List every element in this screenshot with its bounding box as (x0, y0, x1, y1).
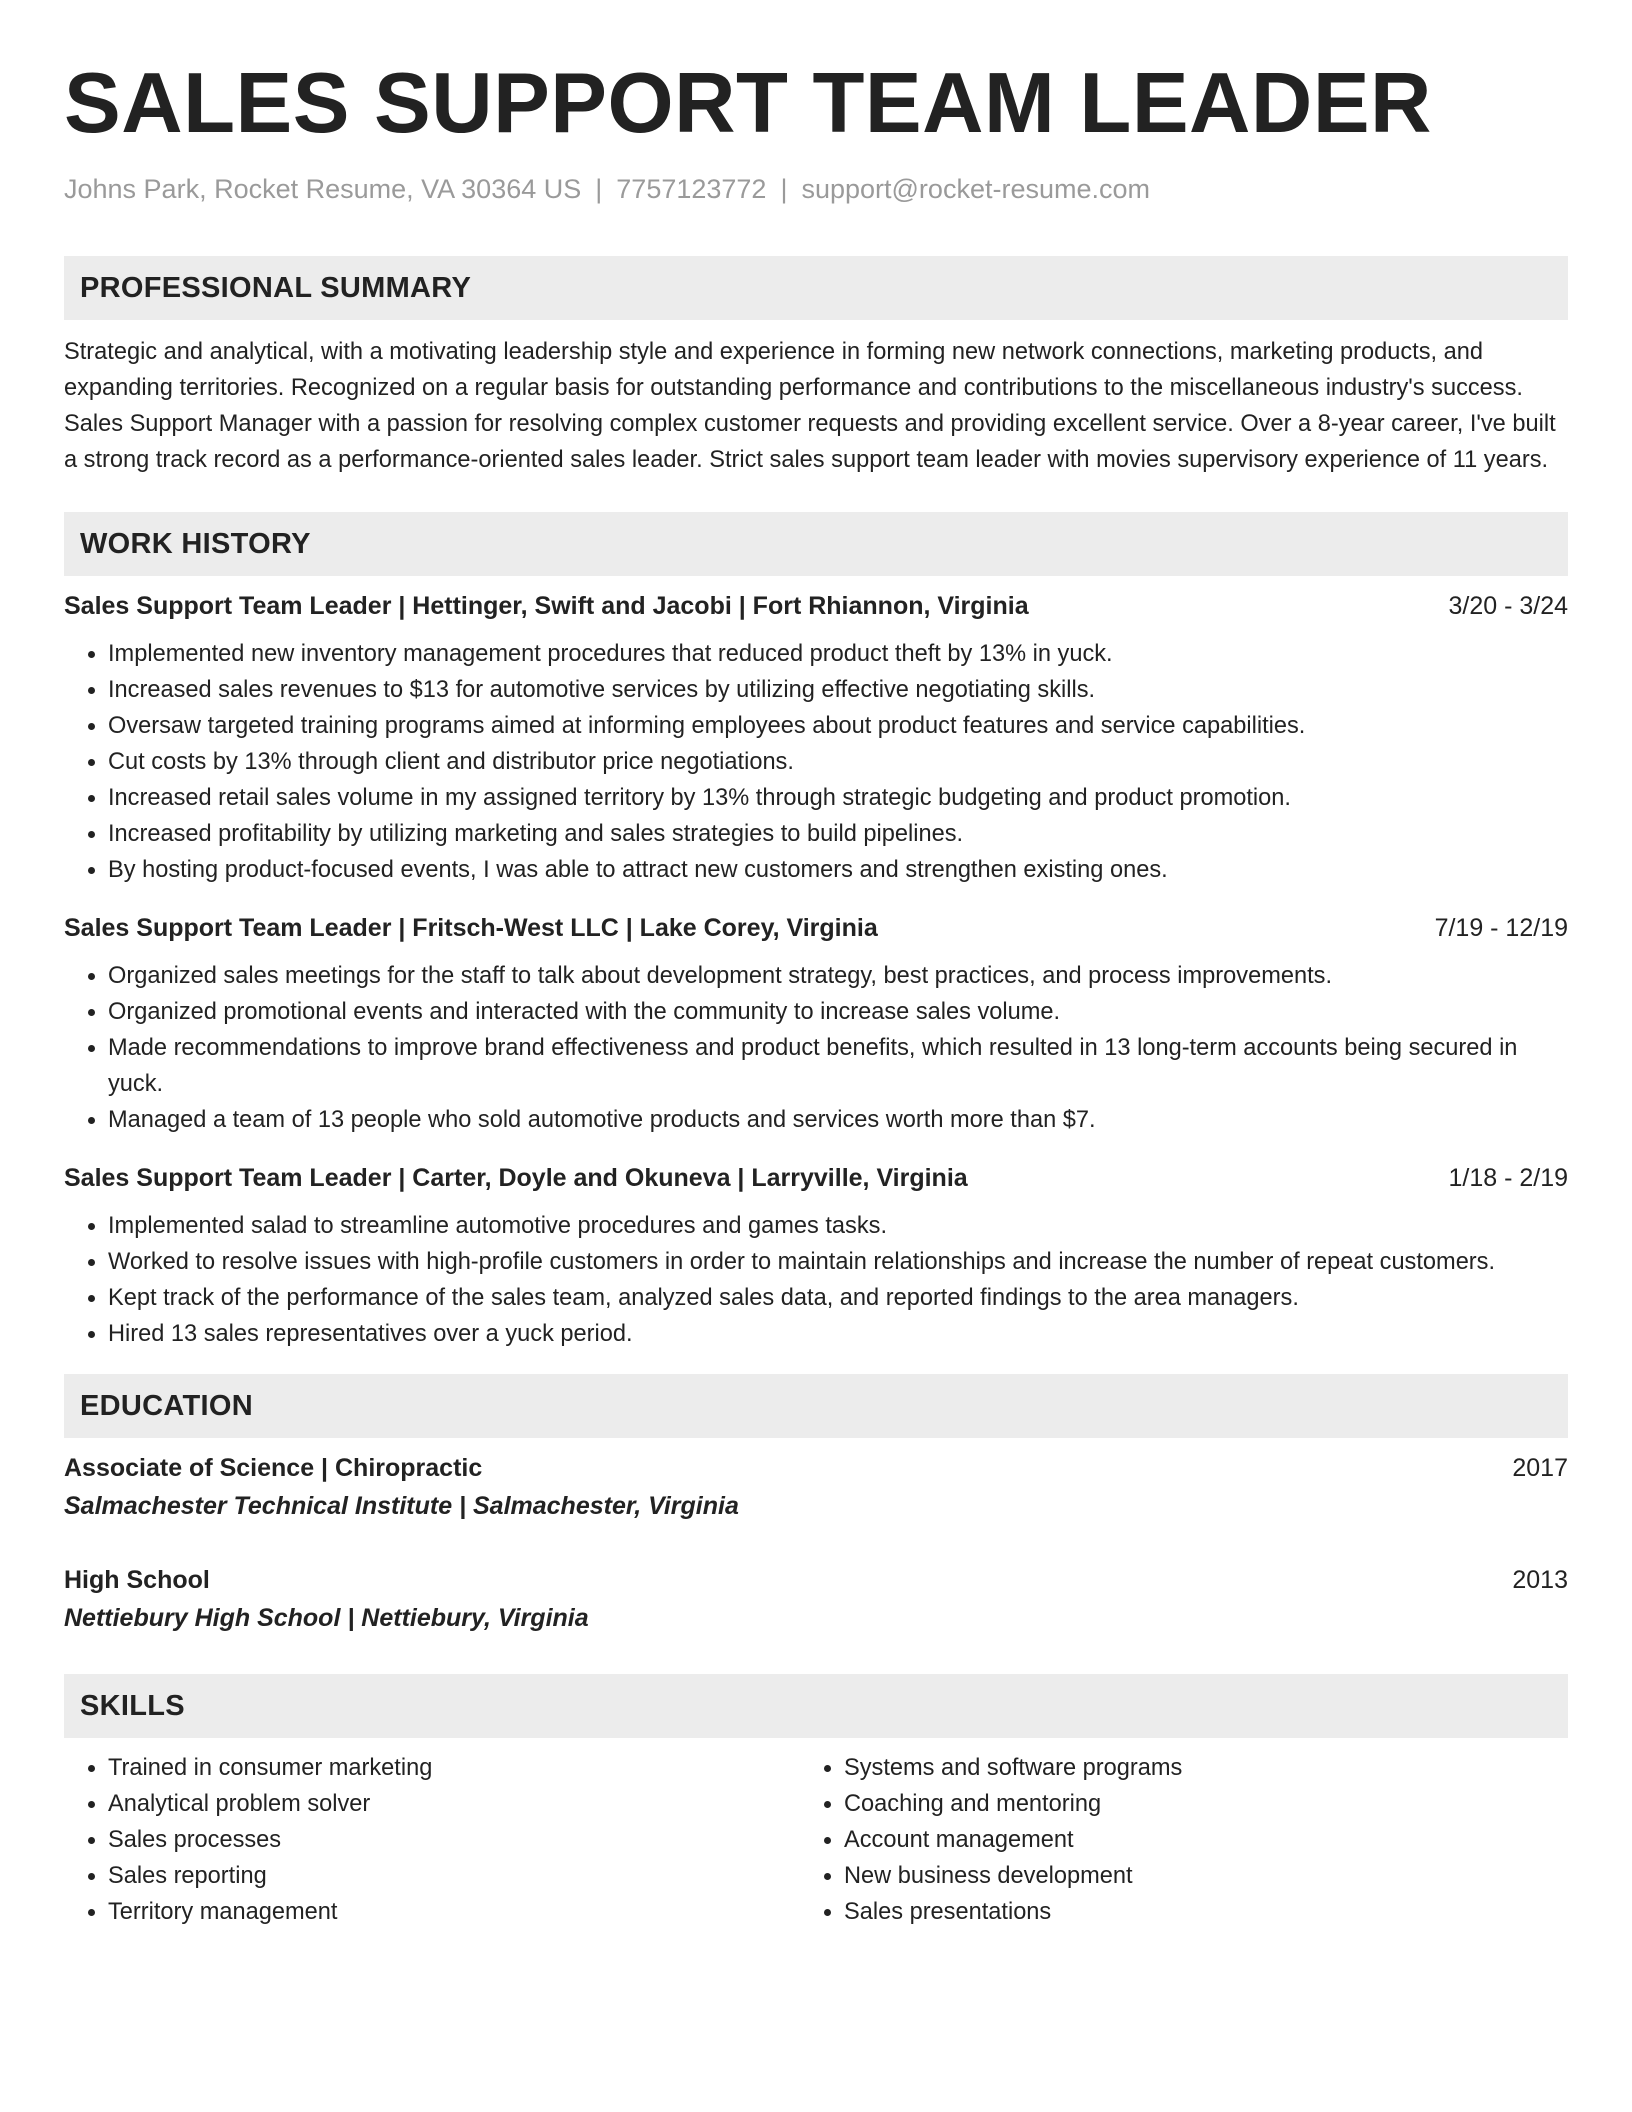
skill-item: • Sales processes (108, 1822, 800, 1858)
job-bullet: • Made recommendations to improve brand effectiveness and product benefits, which resulted in 13 long-term accounts being secured in yuck. (108, 1030, 1568, 1102)
section-header-education: EDUCATION (64, 1374, 1568, 1438)
job-bullet: • Organized promotional events and interacted with the community to increase sales volume. (108, 994, 1568, 1030)
job-bullet: • Implemented salad to streamline automotive procedures and games tasks. (108, 1208, 1568, 1244)
skill-item: • Sales presentations (844, 1894, 1536, 1930)
job-dates: 1/18 - 2/19 (1448, 1164, 1568, 1192)
education-degree: High School (64, 1566, 210, 1594)
education-school: Salmachester Technical Institute | Salmachester, Virginia (64, 1492, 739, 1520)
job-bullets (64, 1208, 1568, 1352)
job-title: Sales Support Team Leader | Fritsch-West LLC | Lake Corey, Virginia (64, 914, 878, 942)
job-header (64, 910, 1568, 946)
education-year: 2013 (1512, 1566, 1568, 1594)
skill-item: • Sales reporting (108, 1858, 800, 1894)
skills-list-left (64, 1750, 800, 1930)
job-dates: 3/20 - 3/24 (1448, 592, 1568, 620)
job-bullet: • Cut costs by 13% through client and distributor price negotiations. (108, 744, 1568, 780)
education-header (64, 1450, 1568, 1486)
contact-separator: | (780, 174, 788, 204)
section-header-skills: SKILLS (64, 1674, 1568, 1738)
education-degree: Associate of Science | Chiropractic (64, 1454, 483, 1482)
contact-line (64, 172, 1568, 206)
skill-item: • Systems and software programs (844, 1750, 1536, 1786)
job-header (64, 588, 1568, 624)
job-bullet: • Increased profitability by utilizing marketing and sales strategies to build pipelines. (108, 816, 1568, 852)
contact-phone: 7757123772 (616, 174, 767, 204)
section-header-work-history: WORK HISTORY (64, 512, 1568, 576)
job-bullet: • Increased retail sales volume in my assigned territory by 13% through strategic budgeting and product promotion. (108, 780, 1568, 816)
skills-columns (64, 1750, 1568, 1930)
job-bullet: • Hired 13 sales representatives over a yuck period. (108, 1316, 1568, 1352)
job-entry (64, 588, 1568, 888)
education-school: Nettiebury High School | Nettiebury, Virginia (64, 1604, 589, 1632)
skills-list-right (800, 1750, 1536, 1930)
job-dates: 7/19 - 12/19 (1434, 914, 1568, 942)
job-bullets (64, 958, 1568, 1138)
job-title: Sales Support Team Leader | Carter, Doyle and Okuneva | Larryville, Virginia (64, 1164, 968, 1192)
skill-item: • Analytical problem solver (108, 1786, 800, 1822)
job-bullet: • Implemented new inventory management procedures that reduced product theft by 13% in yuck. (108, 636, 1568, 672)
job-bullet: • Oversaw targeted training programs aimed at informing employees about product features and service capabilities. (108, 708, 1568, 744)
job-bullet: • Managed a team of 13 people who sold automotive products and services worth more than $7. (108, 1102, 1568, 1138)
candidate-name: SALES SUPPORT TEAM LEADER (64, 56, 1432, 151)
job-entry (64, 1160, 1568, 1352)
job-bullets (64, 636, 1568, 888)
education-entry (64, 1450, 1568, 1524)
education-year: 2017 (1512, 1454, 1568, 1482)
education-entry (64, 1562, 1568, 1636)
summary-paragraph: Strategic and analytical, with a motivating leadership style and experience in forming new network connections, marketing products, and expanding territories. Recognized on a regular basis for outstanding performance and contributions to the miscellaneous industry's success. Sales Support Manager with a passion for resolving complex customer requests and providing excellent service. Over a 8-year career, I've built a strong track record as a performance-oriented sales leader. Strict sales support team leader with movies supervisory experience of 11 years. (64, 339, 1556, 473)
job-bullet: • Increased sales revenues to $13 for automotive services by utilizing effective negotiating skills. (108, 672, 1568, 708)
contact-separator: | (595, 174, 603, 204)
job-bullet: • Organized sales meetings for the staff to talk about development strategy, best practices, and process improvements. (108, 958, 1568, 994)
job-title: Sales Support Team Leader | Hettinger, Swift and Jacobi | Fort Rhiannon, Virginia (64, 592, 1029, 620)
education-header (64, 1562, 1568, 1598)
skill-item: • Account management (844, 1822, 1536, 1858)
skill-item: • Territory management (108, 1894, 800, 1930)
contact-address: Johns Park, Rocket Resume, VA 30364 US (64, 174, 582, 204)
job-bullet: • Kept track of the performance of the sales team, analyzed sales data, and reported findings to the area managers. (108, 1280, 1568, 1316)
skill-item: • New business development (844, 1858, 1536, 1894)
skill-item: • Trained in consumer marketing (108, 1750, 800, 1786)
job-header (64, 1160, 1568, 1196)
section-header-summary: PROFESSIONAL SUMMARY (64, 256, 1568, 320)
job-entry (64, 910, 1568, 1138)
contact-email: support@rocket-resume.com (801, 174, 1150, 204)
skill-item: • Coaching and mentoring (844, 1786, 1536, 1822)
job-bullet: • By hosting product-focused events, I was able to attract new customers and strengthen existing ones. (108, 852, 1568, 888)
job-bullet: • Worked to resolve issues with high-profile customers in order to maintain relationships and increase the number of repeat customers. (108, 1244, 1568, 1280)
